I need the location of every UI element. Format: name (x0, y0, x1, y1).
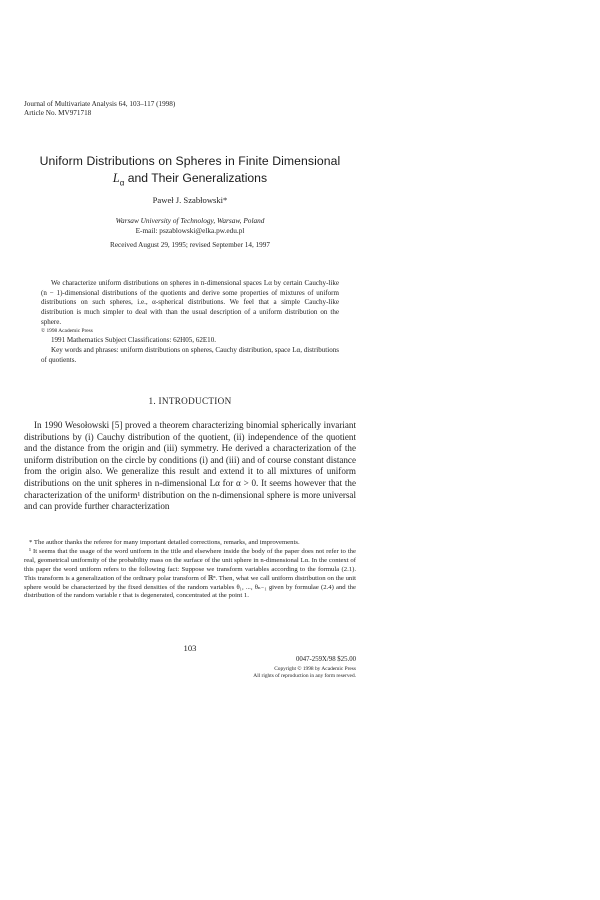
paper-page (24, 0, 356, 900)
abstract-text: We characterize uniform distributions on spheres in n-dimensional spaces Lα by certain Cauchy-like (n − 1)-dimensional distributions of the quotients and derive some properties of mixtures of uniform distributions on such spheres, i.e., α-spherical distributions. We feel that a simple Cauchy-like distribution is much simpler to deal with than the usual description of a uniform distribution on the sphere. (41, 279, 339, 326)
msc-classification: 1991 Mathematics Subject Classifications: 62H05, 62E10. (51, 336, 216, 345)
title-space-subscript: α (119, 178, 125, 188)
page-number: 103 (183, 643, 197, 653)
institution: Warsaw University of Technology, Warsaw, Poland (115, 216, 265, 225)
rights-notice (253, 666, 356, 681)
title-space-symbol: L (112, 171, 120, 185)
rights-reserved: All rights of reproduction in any form reserved. (253, 673, 356, 680)
title-line-2 (24, 170, 356, 191)
journal-header (24, 100, 175, 118)
author-name: Paweł J. Szabłowski* (152, 195, 228, 205)
paper-title (24, 153, 356, 191)
received-dates: Received August 29, 1995; revised September 14, 1997 (110, 241, 270, 249)
title-line-1: Uniform Distributions on Spheres in Finite Dimensional (39, 154, 341, 168)
issn-price: 0047-259X/98 $25.00 (295, 656, 356, 663)
title-line-2-rest: and Their Generalizations (124, 171, 268, 185)
article-number: Article No. MV971718 (24, 109, 92, 117)
abstract (41, 279, 339, 365)
footnote-1: ¹ It seems that the usage of the word uniform in the title and elsewhere inside the body of the paper does not refer to the real, geometrical uniformity of the probability mass on the surface of the unit sphere in n-dimensional Lα. In the context of this paper the word uniform refers to the following fact: Suppose we transform variables according to the formula (2.1). This transform is a generalization of the ordinary polar transform of ℝⁿ. Then, what we call uniform distribution on the unit sphere would be characterized by the fixed densities of the random variables θ₁, ..., θₙ₋₁ given by formulae (2.4) and the distribution of the random variable r that is degenerated, concentrated at the point 1. (24, 547, 356, 600)
keywords: Key words and phrases: uniform distributions on spheres, Cauchy distribution, space Lα, distributions of quotients. (41, 345, 339, 364)
section-heading: 1. INTRODUCTION (148, 396, 232, 406)
footnote-star: * The author thanks the referee for many important detailed corrections, remarks, and improvements. (29, 539, 300, 546)
introduction-body (24, 420, 356, 513)
abstract-copyright: © 1998 Academic Press (41, 327, 93, 334)
intro-paragraph: In 1990 Wesołowski [5] proved a theorem characterizing binomial spherically invariant distributions by (i) Cauchy distribution of the quotient, (ii) independence of the quotient and the distance from the origin and (iii) symmetry. He derived a characterization of the uniform distribution on the circle by conditions (i) and (iii) and of course constant distance from the origin also. We generalize this result and extend it to all mixtures of uniform distributions on the unit spheres in n-dimensional Lα for α > 0. It seems however that the characterization of the uniform¹ distribution on the n-dimensional sphere is more universal and can provide further characterization (24, 420, 356, 512)
affiliation (24, 216, 356, 236)
rights-copyright: Copyright © 1998 by Academic Press (274, 666, 356, 672)
author-email: E-mail: pszablowski@elka.pw.edu.pl (135, 226, 245, 235)
journal-citation: Journal of Multivariate Analysis 64, 103–117 (1998) (24, 100, 176, 108)
footnotes (24, 539, 356, 601)
